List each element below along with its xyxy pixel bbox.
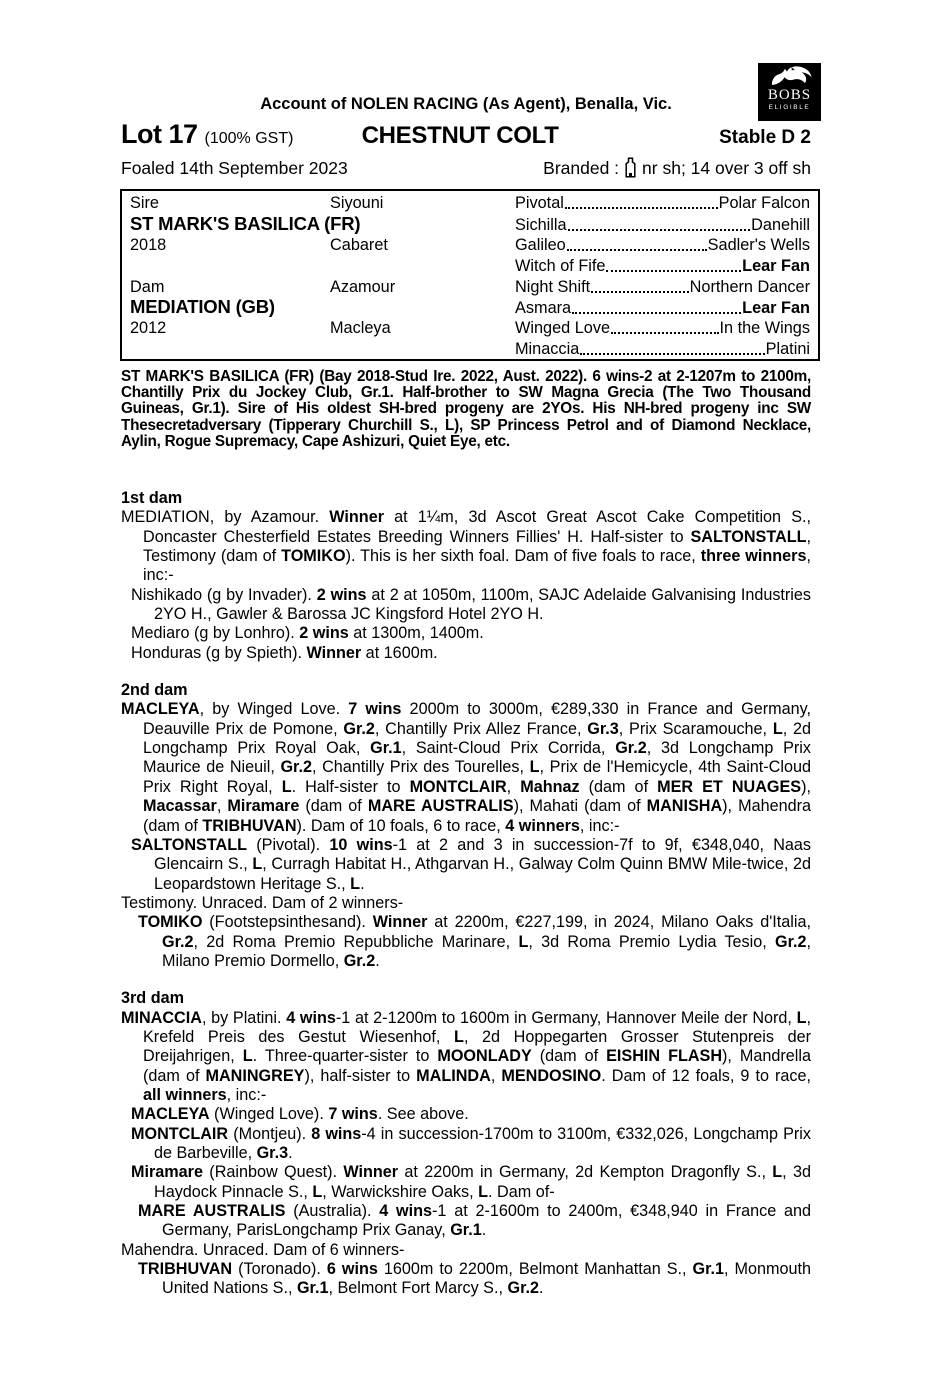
pedigree-entry: SALTONSTALL (Pivotal). 10 wins-1 at 2 and 3 in succession-7f to 9f, €348,040, Naas Glencairn S., L, Curragh Habitat H., Athgarvan H., Galway Colm Quinn BMW Mile-twice, 2d Leopardstown Heritage S., L. bbox=[131, 835, 811, 893]
pedigree-entry: Testimony. Unraced. Dam of 2 winners- bbox=[121, 893, 404, 912]
lot-left-group bbox=[121, 119, 293, 149]
grandparent-name: Azamour bbox=[330, 277, 396, 296]
vendor-account-line: Account of NOLEN RACING (As Agent), Benalla, Vic. bbox=[260, 95, 672, 113]
pedigree-entry: TOMIKO (Footstepsinthesand). Winner at 2200m, €227,199, in 2024, Milano Oaks d'Italia, Gr.2, 2d Roma Premio Repubbliche Marinare, L, 3d Roma Premio Lydia Tesio, Gr.2, Milano Premio Dormello, Gr.2. bbox=[138, 913, 812, 970]
branded-detail: nr sh; 14 over 3 off sh bbox=[642, 158, 811, 178]
dam-section-heading: 2nd dam bbox=[121, 681, 188, 700]
ancestor-dam: Platini bbox=[765, 340, 810, 359]
pedigree-entry: Nishikado (g by Invader). 2 wins at 2 at 1050m, 1100m, SAJC Adelaide Galvanising Industries 2YO H., Gawler & Barossa JC Kingsford Hotel 2YO H. bbox=[131, 585, 811, 624]
dam-section-2 bbox=[121, 681, 811, 971]
pedigree-entry: TRIBHUVAN (Toronado). 6 wins 1600m to 2200m, Belmont Manhattan S., Gr.1, Monmouth United Nations S., Gr.1, Belmont Fort Marcy S., Gr.2. bbox=[138, 1260, 812, 1298]
pedigree-row bbox=[130, 193, 810, 214]
pedigree-entry: Mediaro (g by Lonhro). 2 wins at 1300m, 1400m. bbox=[131, 624, 484, 643]
pedigree-row bbox=[130, 214, 810, 235]
pedigree-entry: Honduras (g by Spieth). Winner at 1600m. bbox=[131, 643, 438, 662]
pedigree-row bbox=[130, 339, 810, 360]
grandparent-name: Siyouni bbox=[330, 194, 384, 212]
ancestor-pair bbox=[515, 193, 810, 213]
pedigree-row bbox=[130, 235, 810, 256]
ancestor-pair bbox=[515, 215, 810, 235]
ancestor-dam: Sadler's Wells bbox=[707, 235, 810, 254]
dot-leader bbox=[572, 312, 741, 314]
gst-note: (100% GST) bbox=[204, 130, 294, 147]
ancestor-pair bbox=[515, 256, 810, 276]
ancestor-pair bbox=[515, 277, 810, 297]
brand-mark-icon bbox=[624, 157, 637, 178]
dam-section-heading: 3rd dam bbox=[121, 989, 184, 1008]
ancestor-sire: Pivotal bbox=[515, 194, 564, 212]
horse-head-icon bbox=[768, 66, 812, 88]
ancestor-pair bbox=[515, 298, 810, 318]
pedigree-row bbox=[130, 318, 810, 339]
pedigree-entry: MARE AUSTRALIS (Australia). 4 wins-1 at 2-1600m to 2400m, €348,940 in France and Germany, ParisLongchamp Prix Ganay, Gr.1. bbox=[138, 1202, 812, 1240]
pedigree-entry: Mahendra. Unraced. Dam of 6 winners- bbox=[121, 1240, 405, 1259]
generation-label: Sire bbox=[130, 194, 159, 212]
ancestor-pair bbox=[515, 318, 810, 338]
ancestor-dam: Lear Fan bbox=[742, 299, 810, 318]
dot-leader bbox=[606, 270, 741, 272]
sire-year: 2018 bbox=[130, 235, 167, 254]
dot-leader bbox=[580, 353, 764, 355]
lot-header bbox=[121, 119, 811, 153]
pedigree-entry: MEDIATION, by Azamour. Winner at 1¼m, 3d Ascot Great Ascot Cake Competition S., Doncaster Chesterfield Estates Breeding Winners Fillies' H. Half-sister to SALTONSTALL, Testimony (dam of TOMIKO). This is her sixth foal. Dam of five foals to race, three winners, inc:- bbox=[121, 508, 811, 585]
lot-number: Lot 17 bbox=[121, 119, 198, 149]
dot-leader bbox=[567, 249, 707, 251]
dot-leader bbox=[565, 207, 718, 209]
ancestor-dam: Polar Falcon bbox=[718, 194, 810, 212]
grandparent-name: Cabaret bbox=[330, 235, 388, 254]
grandparent-name: Macleya bbox=[330, 319, 391, 338]
pedigree-row bbox=[130, 277, 810, 298]
dot-leader bbox=[568, 229, 751, 231]
ancestor-dam: Lear Fan bbox=[742, 256, 810, 275]
ancestor-pair bbox=[515, 235, 810, 255]
pedigree-entry: MINACCIA, by Platini. 4 wins-1 at 2-1200m to 1600m in Germany, Hannover Meile der Nord, L, Krefeld Preis des Gestut Wiesenhof, L, 2d Hoppegarten Grosser Stutenpreis der Dreijahrigen, L. Three-quarter-sister to MOONLADY (dam of EISHIN FLASH), Mandrella (dam of MANINGREY), half-sister to MALINDA, MENDOSINO. Dam of 12 foals, 9 to race, all winners, inc:- bbox=[121, 1008, 812, 1104]
horse-title: CHESTNUT COLT bbox=[361, 122, 559, 149]
ancestor-dam: Danehill bbox=[751, 215, 810, 234]
pedigree-table bbox=[120, 189, 820, 361]
bobs-logo-subword: ELIGIBLE bbox=[768, 104, 811, 111]
pedigree-entry: MONTCLAIR (Montjeu). 8 wins-4 in succession-1700m to 3100m, €332,026, Longchamp Prix de Barbeville, Gr.3. bbox=[131, 1124, 811, 1162]
ancestor-sire: Minaccia bbox=[515, 340, 580, 359]
bobs-logo-word: BOBS bbox=[767, 87, 812, 103]
ancestor-sire: Night Shift bbox=[515, 277, 591, 296]
dam-section-1 bbox=[121, 489, 811, 663]
branded-info bbox=[543, 158, 811, 179]
pedigree-entry: Miramare (Rainbow Quest). Winner at 2200m in Germany, 2d Kempton Dragonfly S., L, 3d Haydock Pinnacle S., L, Warwickshire Oaks, L. Dam of- bbox=[131, 1163, 811, 1201]
branded-label: Branded : bbox=[543, 158, 620, 178]
dot-leader bbox=[611, 332, 718, 334]
stable-number: Stable D 2 bbox=[719, 127, 811, 148]
dam-section-3 bbox=[121, 989, 811, 1299]
pedigree-entry: MACLEYA (Winged Love). 7 wins. See above. bbox=[131, 1105, 469, 1124]
ancestor-sire: Witch of Fife bbox=[515, 256, 606, 275]
pedigree-entry: MACLEYA, by Winged Love. 7 wins 2000m to 3000m, €289,330 in France and Germany, Deauville Prix de Pomone, Gr.2, Chantilly Prix Allez France, Gr.3, Prix Scaramouche, L, 2d Longchamp Prix Royal Oak, Gr.1, Saint-Cloud Prix Corrida, Gr.2, 3d Longchamp Prix Maurice de Nieuil, Gr.2, Chantilly Prix des Tourelles, L, Prix de l'Hemicycle, 4th Saint-Cloud Prix Right Royal, L. Half-sister to MONTCLAIR, Mahnaz (dam of MER ET NUAGES), Macassar, Miramare (dam of MARE AUSTRALIS), Mahati (dam of MANISHA), Mahendra (dam of TRIBHUVAN). Dam of 10 foals, 6 to race, 4 winners, inc:- bbox=[121, 700, 811, 835]
generation-label: Dam bbox=[130, 277, 165, 296]
ancestor-sire: Galileo bbox=[515, 235, 566, 254]
ancestor-sire: Winged Love bbox=[515, 319, 611, 338]
dot-leader bbox=[591, 291, 689, 293]
foaled-date: Foaled 14th September 2023 bbox=[121, 158, 348, 178]
dam-year: 2012 bbox=[130, 319, 167, 338]
ancestor-dam: In the Wings bbox=[719, 319, 810, 338]
sire-name: ST MARK'S BASILICA (FR) bbox=[130, 212, 361, 234]
pedigree-row bbox=[130, 297, 810, 318]
ancestor-dam: Northern Dancer bbox=[689, 277, 810, 296]
ancestor-pair bbox=[515, 339, 810, 359]
pedigree-row bbox=[130, 256, 810, 277]
dam-section-heading: 1st dam bbox=[121, 489, 183, 507]
ancestor-sire: Asmara bbox=[515, 299, 572, 318]
foaled-branded-line bbox=[121, 158, 811, 179]
catalogue-body bbox=[121, 489, 811, 1299]
sire-summary-paragraph: ST MARK'S BASILICA (FR) (Bay 2018-Stud Ire. 2022, Aust. 2022). 6 wins-2 at 2-1207m to 2100m, Chantilly Prix du Jockey Club, Gr.1. Half-brother to SW Magna Grecia (The Two Thousand Guineas, Gr.1). Sire of His oldest SH-bred progeny are 2YOs. His NH-bred progeny inc SW Thesecretadversary (Tipperary Churchill S., L), SP Princess Petrol and of Diamond Necklace, Aylin, Rogue Supremacy, Cape Ashizuri, Quiet Eye, etc. bbox=[121, 368, 811, 450]
dam-name: MEDIATION (GB) bbox=[130, 296, 275, 318]
ancestor-sire: Sichilla bbox=[515, 215, 567, 234]
